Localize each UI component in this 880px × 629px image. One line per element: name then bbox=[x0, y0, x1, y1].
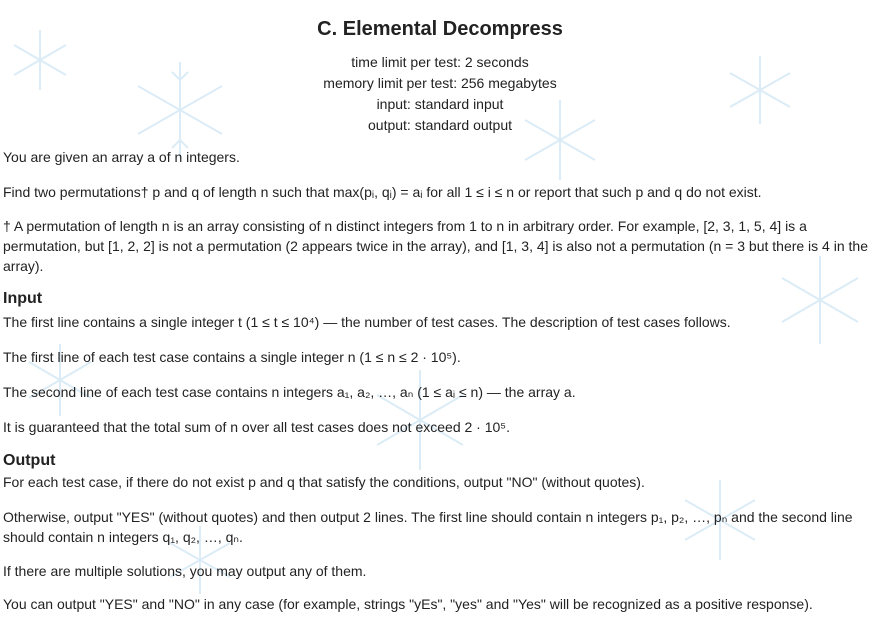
time-limit: time limit per test: 2 seconds bbox=[351, 54, 529, 70]
input-heading: Input bbox=[3, 290, 43, 307]
input-source: input: standard input bbox=[376, 96, 504, 112]
problem-limits bbox=[0, 52, 880, 136]
problem-title: C. Elemental Decompress bbox=[317, 18, 563, 40]
task-paragraph: Find two permutations† p and q of length n such that max(pᵢ, qᵢ) = aᵢ for all 1 ≤ i ≤ n or report that such p and q do not exist. bbox=[3, 184, 762, 200]
output-line: Otherwise, output "YES" (without quotes) and then output 2 lines. The first line should contain n integers p₁, p₂, …, pₙ and the second line should contain n integers q₁, q₂, …, qₙ. bbox=[3, 509, 853, 545]
output-heading: Output bbox=[3, 452, 56, 469]
intro-paragraph: You are given an array a of n integers. bbox=[3, 149, 240, 165]
input-line: The first line of each test case contains a single integer n (1 ≤ n ≤ 2 · 10⁵). bbox=[3, 349, 461, 365]
input-line: The second line of each test case contains n integers a₁, a₂, …, aₙ (1 ≤ aᵢ ≤ n) — the array a. bbox=[3, 384, 576, 400]
permutation-footnote: † A permutation of length n is an array consisting of n distinct integers from 1 to n in arbitrary order. For example, [2, 3, 1, 5, 4] is a permutation, but [1, 2, 2] is not a permutation (2 appears twice in the array), and [1, 3, 4] is also not a permutation (n = 3 but there is 4 in the array). bbox=[3, 218, 868, 274]
output-line: For each test case, if there do not exist p and q that satisfy the conditions, output "NO" (without quotes). bbox=[3, 474, 645, 490]
output-line: You can output "YES" and "NO" in any case (for example, strings "yEs", "yes" and "Yes" will be recognized as a positive response). bbox=[3, 596, 813, 612]
output-source: output: standard output bbox=[368, 117, 512, 133]
output-line: If there are multiple solutions, you may output any of them. bbox=[3, 563, 367, 579]
input-line: The first line contains a single integer t (1 ≤ t ≤ 10⁴) — the number of test cases. The description of test cases follows. bbox=[3, 314, 731, 330]
memory-limit: memory limit per test: 256 megabytes bbox=[323, 75, 557, 91]
input-line: It is guaranteed that the total sum of n over all test cases does not exceed 2 · 10⁵. bbox=[3, 419, 510, 435]
